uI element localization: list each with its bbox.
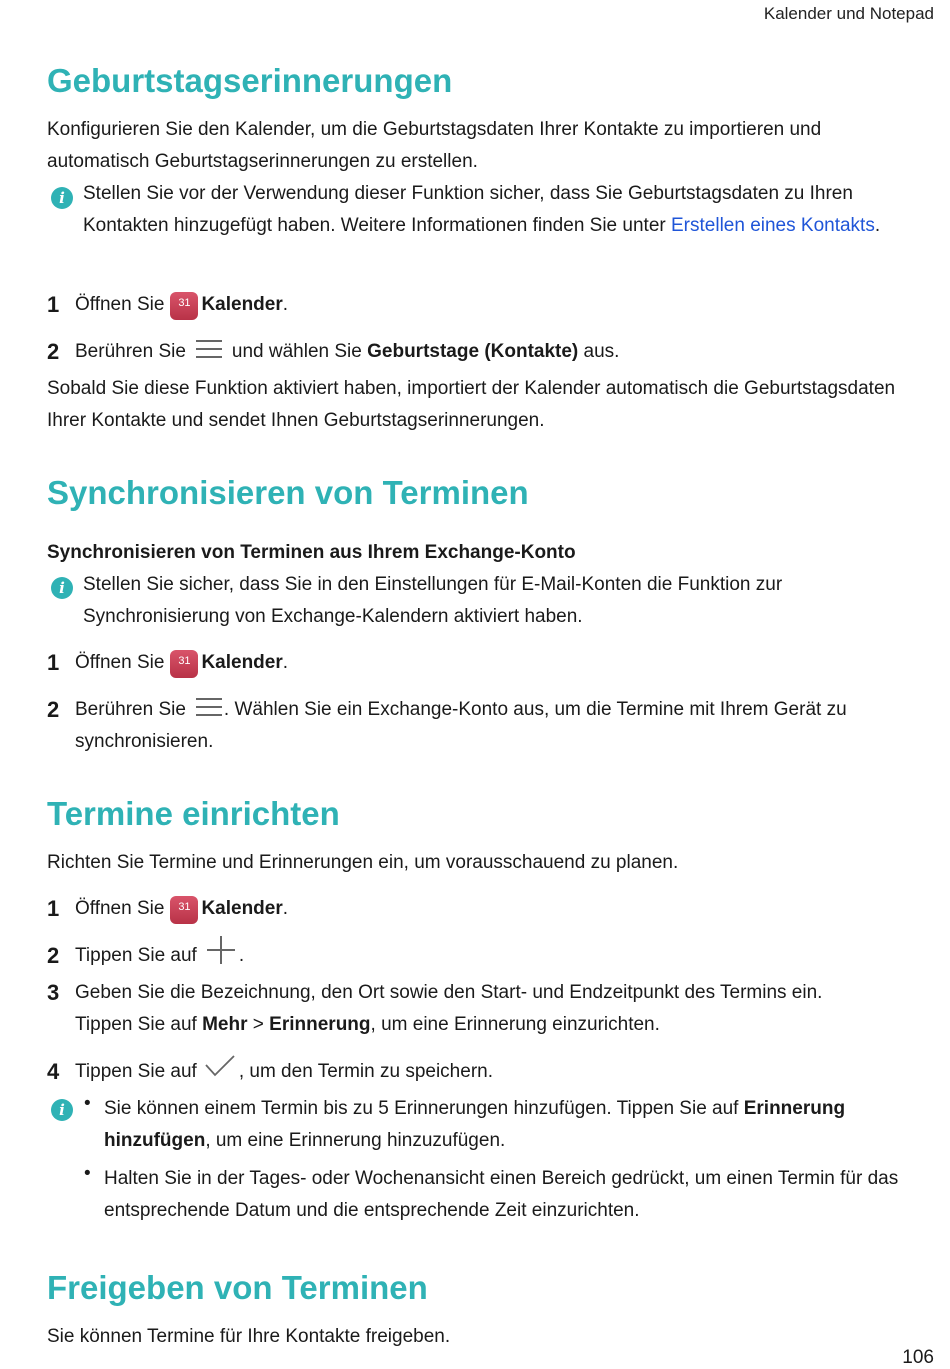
step-number: 4 [47, 1059, 60, 1084]
step-number: 2 [47, 339, 60, 364]
bullet-dot: • [84, 1093, 91, 1114]
section-title-sync: Synchronisieren von Terminen [47, 474, 529, 511]
create-step-3-cont: Tippen Sie auf Mehr > Erinnerung, um eine Erinnerung einzurichten. [75, 1014, 660, 1035]
create-step-4: Tippen Sie auf , um den Termin zu speichern. [75, 1056, 493, 1088]
sync-step-1: Öffnen Sie 31 Kalender. [75, 647, 288, 684]
create-contact-link[interactable]: Erstellen eines Kontakts [671, 215, 875, 236]
step-number: 2 [47, 697, 60, 722]
step-number: 1 [47, 896, 60, 921]
birthday-step-2: Berühren Sie und wählen Sie Geburtstage (Kontakte) aus. [75, 341, 620, 362]
bullet-dot: • [84, 1163, 91, 1184]
create-step-2: Tippen Sie auf . [75, 940, 244, 972]
birthday-note: Stellen Sie vor der Verwendung dieser Funktion sicher, dass Sie Geburtstagsdaten zu Ihren Kontakten hinzugefügt haben. Weitere Informationen finden Sie unter Erstellen eines Kontakts. [83, 183, 881, 236]
sync-step-2: Berühren Sie . Wählen Sie ein Exchange-Konto aus, um die Termine mit Ihrem Gerät zu [75, 699, 847, 720]
section-title-birthday: Geburtstagserinnerungen [47, 62, 453, 99]
info-icon: i [51, 577, 73, 599]
create-step-1: Öffnen Sie 31 Kalender. [75, 893, 288, 930]
birthday-intro: Konfigurieren Sie den Kalender, um die Geburtstagsdaten Ihrer Kontakte zu importieren und automatisch Geburtstagserinnerungen zu erstellen. [47, 119, 822, 172]
share-intro: Sie können Termine für Ihre Kontakte freigeben. [47, 1326, 451, 1347]
step-number: 1 [47, 650, 60, 675]
create-intro: Richten Sie Termine und Erinnerungen ein, um vorausschauend zu planen. [47, 852, 679, 873]
step-number: 2 [47, 943, 60, 968]
create-step-3: Geben Sie die Bezeichnung, den Ort sowie den Start- und Endzeitpunkt des Termins ein. [75, 982, 823, 1003]
calendar-app-icon: 31 [170, 650, 198, 678]
tip-bullet-1: Sie können einem Termin bis zu 5 Erinnerungen hinzufügen. Tippen Sie auf Erinnerung hinzufügen, um eine Erinnerung hinzuzufügen. [104, 1098, 846, 1151]
birthday-outro: Sobald Sie diese Funktion aktiviert haben, importiert der Kalender automatisch die Geburtstagsdaten Ihrer Kontakte und sendet Ihnen Geburtstagserinnerungen. [47, 378, 896, 431]
page-number: 106 [902, 1347, 934, 1368]
tip-bullet-2: Halten Sie in der Tages- oder Wochenansicht einen Bereich gedrückt, um einen Termin für das entsprechende Datum und die entsprechende Zeit einzurichten. [104, 1168, 899, 1221]
calendar-app-icon: 31 [170, 292, 198, 320]
section-title-create: Termine einrichten [47, 795, 340, 832]
menu-icon [196, 698, 222, 718]
sync-subtitle: Synchronisieren von Terminen aus Ihrem Exchange-Konto [47, 542, 576, 563]
step-number: 3 [47, 980, 60, 1005]
calendar-app-icon: 31 [170, 896, 198, 924]
sync-note: Stellen Sie sicher, dass Sie in den Einstellungen für E-Mail-Konten die Funktion zur Synchronisierung von Exchange-Kalendern aktiviert haben. [83, 574, 783, 627]
plus-icon [207, 936, 235, 964]
menu-icon [196, 340, 222, 360]
birthday-step-1: Öffnen Sie 31 Kalender. [75, 289, 288, 326]
info-icon: i [51, 187, 73, 209]
step-number: 1 [47, 292, 60, 317]
info-icon: i [51, 1099, 73, 1121]
sync-step-2-cont: synchronisieren. [75, 731, 214, 752]
chapter-header: Kalender und Notepad [763, 4, 934, 23]
check-icon [205, 1055, 235, 1077]
section-title-share: Freigeben von Terminen [47, 1269, 428, 1306]
